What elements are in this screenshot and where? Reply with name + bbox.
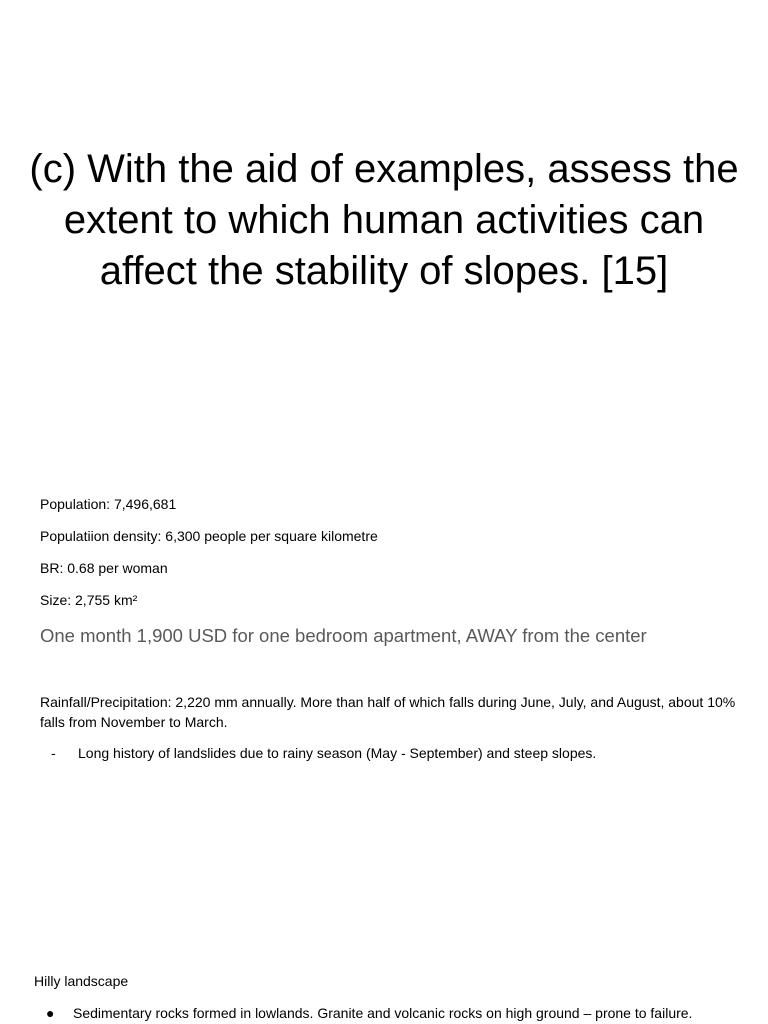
bullet-marker: ● <box>46 1005 55 1021</box>
list-item <box>40 744 596 763</box>
population-fact: Population: 7,496,681 <box>40 496 177 512</box>
birth-rate-fact: BR: 0.68 per woman <box>40 560 168 576</box>
size-fact: Size: 2,755 km² <box>40 592 138 608</box>
list-item <box>34 1004 692 1023</box>
list-item-text: Sedimentary rocks formed in lowlands. Granite and volcanic rocks on high ground – prone to failure. <box>73 1005 693 1021</box>
question-title: (c) With the aid of examples, assess the extent to which human activities can affect the stability of slopes. [15] <box>29 147 739 293</box>
rainfall-paragraph: Rainfall/Precipitation: 2,220 mm annually. More than half of which falls during June, July, and August, about 10% falls from November to March. <box>40 694 736 730</box>
density-fact: Populatiion density: 6,300 people per square kilometre <box>40 528 378 544</box>
list-item-text: Long history of landslides due to rainy season (May - September) and steep slopes. <box>78 745 597 761</box>
rent-note: One month 1,900 USD for one bedroom apartment, AWAY from the center <box>40 625 647 646</box>
dash-marker: - <box>51 745 56 761</box>
section-heading: Hilly landscape <box>34 973 129 989</box>
